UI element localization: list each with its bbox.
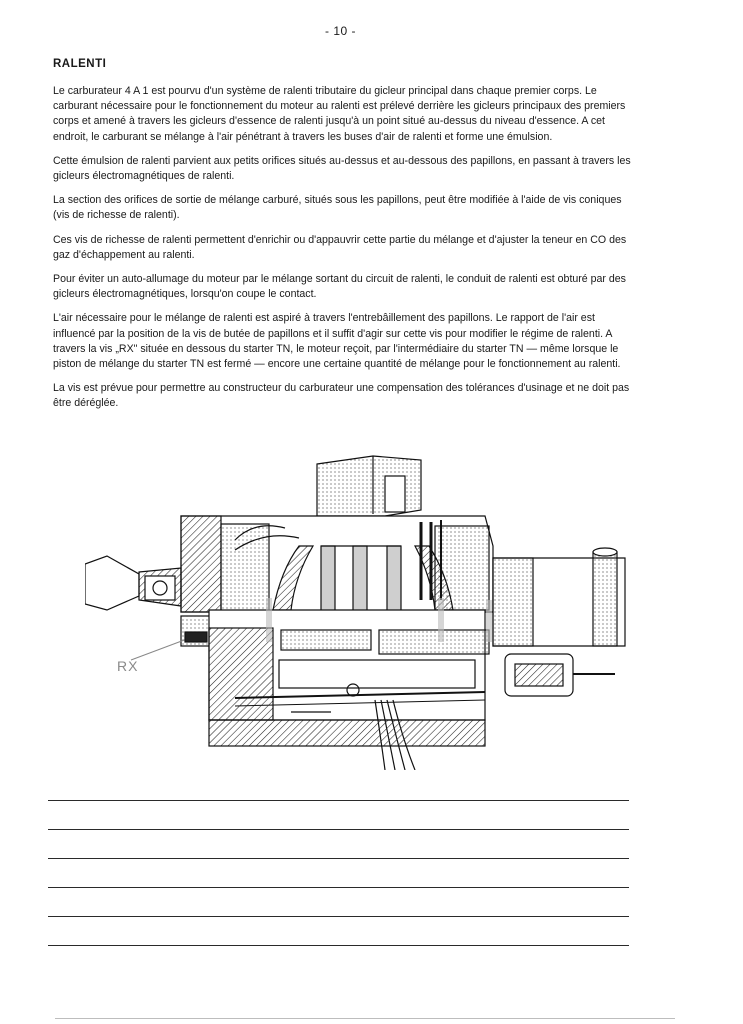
rx-screw-label: RX (117, 658, 139, 674)
paragraph: L'air nécessaire pour le mélange de ralenti est aspiré à travers l'entrebâillement des papillons. Le rapport de l'air est influencé par la position de la vis de butée de papillons et il suffit d'agir sur cette vis pour modifier le régime de ralenti. A travers la vis „RX" située en dessous du starter TN, le moteur reçoit, par l'intermédiaire du starter TN — même lorsque le piston de mélange du starter TN est fermé — encore une certaine quantité de mélange pour le fonctionnement au ralenti. (53, 312, 621, 371)
body-text (53, 84, 637, 421)
paragraph: Le carburateur 4 A 1 est pourvu d'un système de ralenti tributaire du gicleur principal dans chaque premier corps. Le carburant nécessaire pour le fonctionnement du moteur au ralenti est prélevé derrière les gicleurs principaux des premiers corps et amené à travers les gicleurs d'essence de ralenti jusqu'à un point situé au-dessus du niveau d'essence. A cet endroit, le carburant se mélange à l'air pénétrant à travers les buses d'air de ralenti et forme une émulsion. (53, 85, 626, 143)
page-number: - 10 - (325, 24, 357, 38)
bottom-divider (55, 1018, 675, 1019)
note-lines (48, 800, 629, 974)
ruled-line (48, 887, 629, 888)
ruled-line (48, 858, 629, 859)
ruled-line (48, 800, 629, 801)
paragraph: La section des orifices de sortie de mélange carburé, situés sous les papillons, peut être modifiée à l'aide de vis coniques (vis de richesse de ralenti). (53, 194, 622, 222)
paragraph: La vis est prévue pour permettre au constructeur du carburateur une compensation des tolérances d'usinage et ne doit pas être déréglée. (53, 382, 630, 410)
paragraph: Cette émulsion de ralenti parvient aux petits orifices situés au-dessus et au-dessous des papillons, en passant à travers les gicleurs électromagnétiques de ralenti. (53, 154, 631, 183)
section-heading: RALENTI (53, 58, 107, 70)
paragraph: Pour éviter un auto-allumage du moteur par le mélange sortant du circuit de ralenti, le conduit de ralenti est obturé par des gicleurs électromagnétiques, lorsqu'on coupe le contact. (53, 273, 626, 301)
paragraph: Ces vis de richesse de ralenti permettent d'enrichir ou d'appauvrir cette partie du mélange et d'ajuster la teneur en CO des gaz d'échappement au ralenti. (53, 233, 627, 261)
ruled-line (48, 829, 629, 830)
ruled-line (48, 916, 629, 917)
ruled-line (48, 945, 629, 946)
carburetor-cross-section-diagram (85, 450, 637, 770)
